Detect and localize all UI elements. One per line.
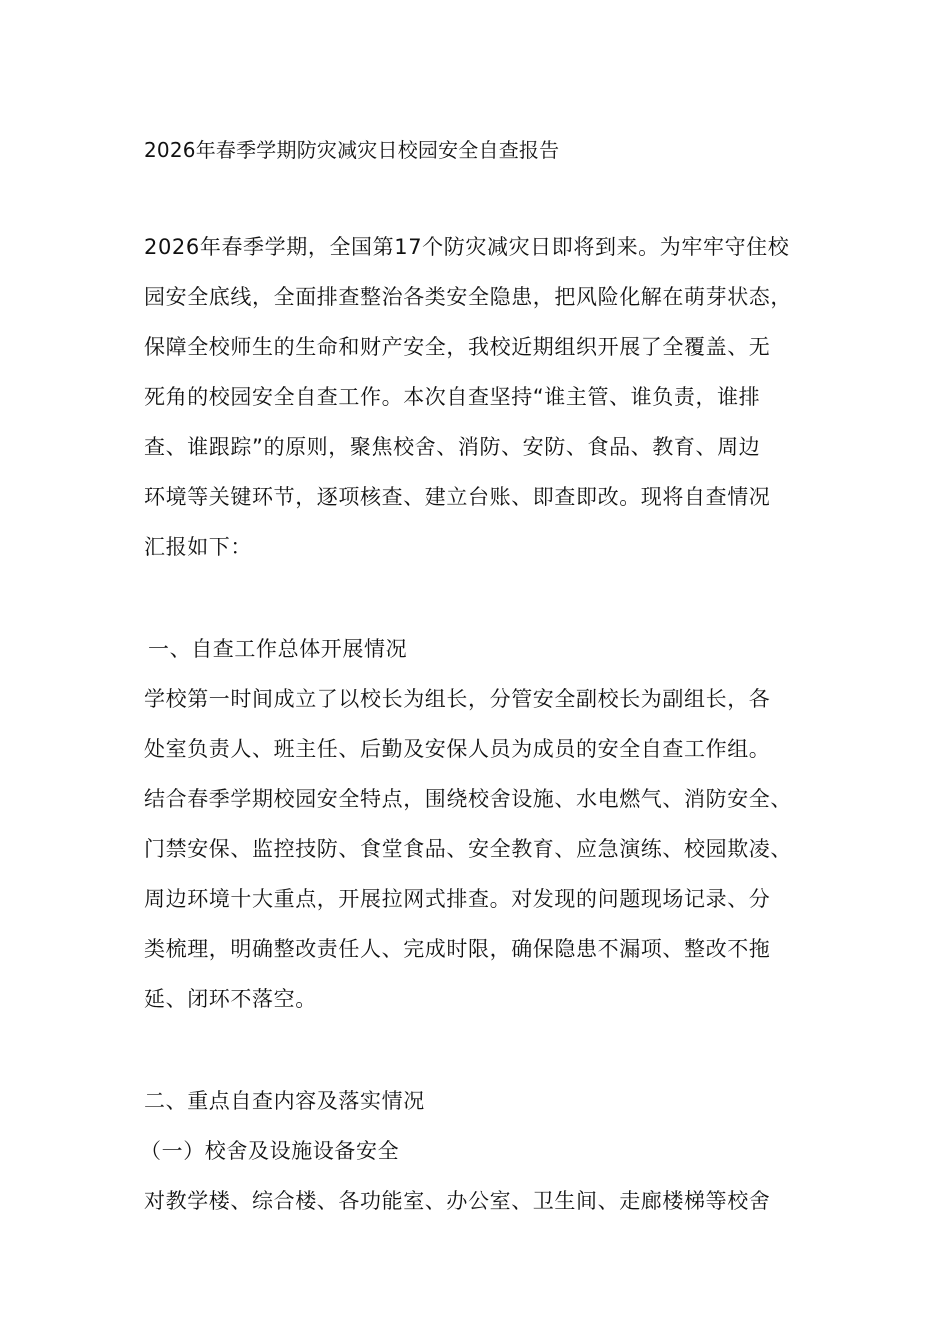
intro-line: 死角的校园安全自查工作。本次自查坚持“谁主管、谁负责，谁排	[144, 385, 761, 409]
section2-line: 对教学楼、综合楼、各功能室、办公室、卫生间、走廊楼梯等校舍	[144, 1189, 771, 1213]
section1-line: 处室负责人、班主任、后勤及安保人员为成员的安全自查工作组。	[144, 737, 771, 761]
document-title: 2026年春季学期防灾减灾日校园安全自查报告	[144, 138, 560, 162]
section2-paragraph	[144, 1176, 824, 1226]
section1-line: 结合春季学期校园安全特点，围绕校舍设施、水电燃气、消防安全、	[144, 787, 792, 811]
section1-line: 学校第一时间成立了以校长为组长，分管安全副校长为副组长，各	[144, 687, 771, 711]
intro-line: 环境等关键环节，逐项核查、建立台账、即查即改。现将自查情况	[144, 485, 771, 509]
intro-line: 保障全校师生的生命和财产安全，我校近期组织开展了全覆盖、无	[144, 335, 771, 359]
document-body	[140, 132, 824, 1226]
section1-line: 类梳理，明确整改责任人、完成时限，确保隐患不漏项、整改不拖	[144, 937, 771, 961]
section2-heading: 二、重点自查内容及落实情况	[144, 1089, 425, 1113]
intro-paragraph	[144, 222, 824, 572]
section1-line: 周边环境十大重点，开展拉网式排查。对发现的问题现场记录、分	[144, 887, 771, 911]
intro-line: 2026年春季学期，全国第17个防灾减灾日即将到来。为牢牢守住校	[144, 235, 790, 259]
paragraph-spacer	[144, 572, 824, 624]
section1-line: 延、闭环不落空。	[144, 987, 317, 1011]
intro-line: 查、谁跟踪”的原则，聚焦校舍、消防、安防、食品、教育、周边	[144, 435, 761, 459]
intro-line: 汇报如下：	[144, 535, 252, 559]
section1-heading: 一、自查工作总体开展情况	[148, 637, 408, 661]
intro-line: 园安全底线，全面排查整治各类安全隐患，把风险化解在萌芽状态，	[144, 285, 792, 309]
paragraph-spacer	[144, 1024, 824, 1076]
section2-subheading: （一）校舍及设施设备安全	[140, 1139, 400, 1163]
section1-paragraph	[144, 674, 824, 1024]
section1-line: 门禁安保、监控技防、食堂食品、安全教育、应急演练、校园欺凌、	[144, 837, 792, 861]
